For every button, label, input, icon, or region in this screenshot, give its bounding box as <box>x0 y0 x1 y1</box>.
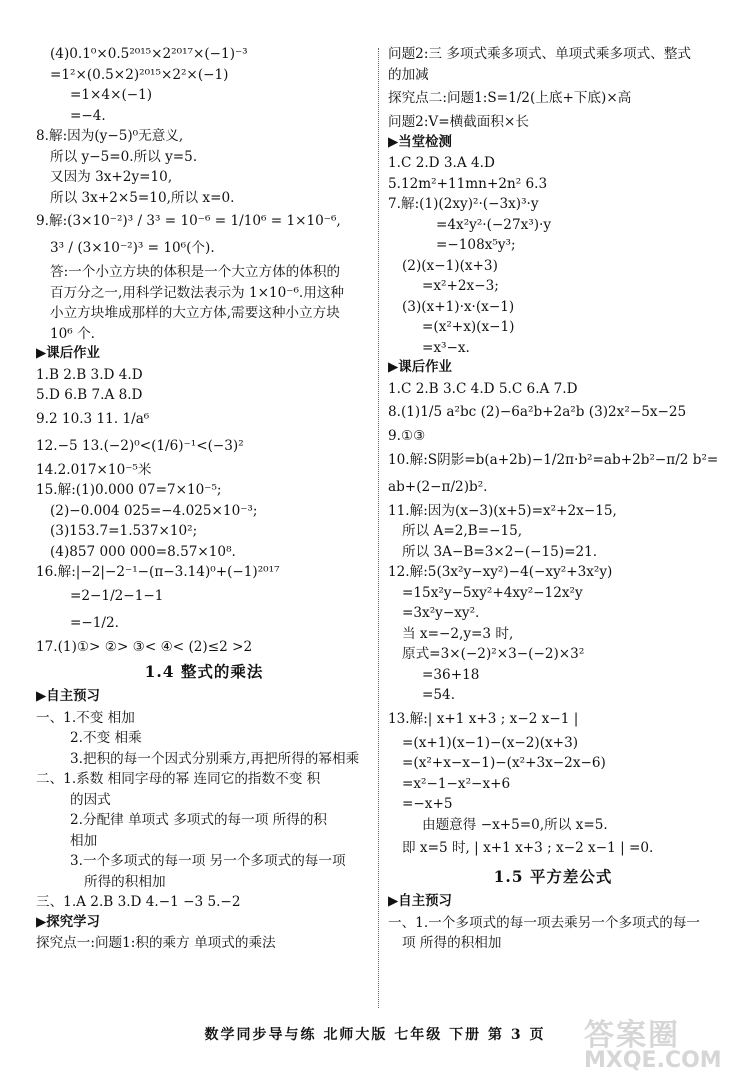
answer-line: 问题2:V=横截面积×长 <box>388 114 529 130</box>
answer-line: =(x²+x)(x−1) <box>422 319 515 335</box>
right-column <box>388 44 718 954</box>
left-column <box>36 44 372 954</box>
answer-line: 1.C 2.B 3.C 4.D 5.C 6.A 7.D <box>388 380 578 397</box>
answer-line: 所得的积相加 <box>84 873 166 890</box>
section-heading: ▶当堂检测 <box>388 134 452 150</box>
answer-line: 原式=3×(−2)²×3−(−2)×3² <box>402 646 585 662</box>
answer-line: (2)−0.004 025=−4.025×10⁻³; <box>50 502 258 519</box>
answer-line: 13.解:| x+1 x+3 ; x−2 x−1 | <box>388 710 579 727</box>
answer-line: 14.2.017×10⁻⁵米 <box>36 461 152 478</box>
section-title: 1.5 平方差公式 <box>493 867 613 886</box>
answer-line: 9.解:(3×10⁻²)³ / 3³ = 10⁻⁶ = 1/10⁶ = 1×10⁻⁶, <box>36 213 341 229</box>
answer-line: 2.不变 相乘 <box>70 730 142 746</box>
answer-line: 的因式 <box>70 791 111 808</box>
answer-line: =1×4×(−1) <box>70 87 153 103</box>
answer-line: =−1/2. <box>70 614 119 631</box>
answer-line: 又因为 3x+2y=10, <box>50 169 173 185</box>
answer-line: 的加减 <box>388 66 429 83</box>
answer-line: 9.2 10.3 11. 1/a⁶ <box>36 410 150 427</box>
answer-line: =(x²+x−x−1)−(x²+3x−2x−6) <box>402 755 606 771</box>
section-heading: ▶课后作业 <box>36 346 100 361</box>
answer-line: 12.解:5(3x²y−xy²)−4(−xy²+3x²y) <box>388 564 613 580</box>
answer-line: =36+18 <box>422 666 480 683</box>
answer-line: 项 所得的积相加 <box>402 935 502 951</box>
answer-line: =x³−x. <box>422 339 470 356</box>
section-heading: ▶自主预习 <box>388 894 452 909</box>
watermark-url: MXQE.COM <box>584 1048 722 1073</box>
answer-line: 探究点一:问题1:积的乘方 单项式的乘法 <box>36 935 276 951</box>
answer-line: 1.C 2.D 3.A 4.D <box>388 155 495 171</box>
answer-line: 百万分之一,用科学记数法表示为 1×10⁻⁶.用这种 <box>50 284 345 301</box>
answer-line: ab+(2−π/2)b². <box>388 478 488 495</box>
answer-line: (4)857 000 000=8.57×10⁸. <box>50 543 236 560</box>
answer-line: 10.解:S阴影=b(a+2b)−1/2π·b²=ab+2b²−π/2 b²= <box>388 451 718 468</box>
answer-line: =4x²y²·(−27x³)·y <box>436 216 552 233</box>
answer-line: (3)153.7=1.537×10²; <box>50 523 198 539</box>
answer-line: 3³ / (3×10⁻²)³ = 10⁶(个). <box>50 240 215 256</box>
answer-line: 11.解:因为(x−3)(x+5)=x²+2x−15, <box>388 502 617 519</box>
answer-line: 答:一个小立方块的体积是一个大立方体的体积的 <box>50 264 341 280</box>
answer-line: 所以 3A−B=3×2−(−15)=21. <box>402 543 598 560</box>
answer-line: (3)(x+1)·x·(x−1) <box>402 298 515 315</box>
answer-line: =x²−1−x²−x+6 <box>402 775 511 792</box>
watermark-text: 答案圈 <box>584 1018 680 1053</box>
section-title: 1.4 整式的乘法 <box>144 662 264 681</box>
answer-line: 相加 <box>70 832 98 849</box>
answer-line: 一、1.一个多项式的每一项去乘另一个多项式的每一 <box>388 914 701 931</box>
answer-line: 2.分配律 单项式 多项式的每一项 所得的积 <box>70 812 328 828</box>
answer-line: 5.12m²+11mn+2n² 6.3 <box>388 175 548 192</box>
answer-line: 5.D 6.B 7.A 8.D <box>36 387 143 403</box>
answer-line: 16.解:|−2|−2⁻¹−(π−3.14)⁰+(−1)²⁰¹⁷ <box>36 564 280 580</box>
answer-line: 17.(1)①> ②> ③< ④< (2)≤2 >2 <box>36 638 253 655</box>
answer-line: 9.①③ <box>388 428 426 444</box>
answer-line: 15.解:(1)0.000 07=7×10⁻⁵; <box>36 482 222 498</box>
answer-line: 8.(1)1/5 a²bc (2)−6a²b+2a²b (3)2x²−5x−25 <box>388 404 687 420</box>
answer-line: 问题2:三 多项式乘多项式、单项式乘多项式、整式 <box>388 46 692 62</box>
answer-line: =2−1/2−1−1 <box>70 587 164 604</box>
answer-line: =54. <box>422 687 456 703</box>
answer-line: 小立方块堆成那样的大立方体,需要这种小立方块 <box>50 305 340 321</box>
answer-line: 所以 A=2,B=−15, <box>402 523 523 539</box>
answer-line: 三、1.A 2.B 3.D 4.−1 −3 5.−2 <box>36 894 241 910</box>
answer-line: 3.一个多项式的每一项 另一个多项式的每一项 <box>70 853 346 869</box>
answer-line: =(x+1)(x−1)−(x−2)(x+3) <box>402 734 579 751</box>
answer-line: =1²×(0.5×2)²⁰¹⁵×2²×(−1) <box>50 66 229 83</box>
answer-line: 即 x=5 时, | x+1 x+3 ; x−2 x−1 | =0. <box>402 840 654 856</box>
answer-line: 一、1.不变 相加 <box>36 709 135 726</box>
answer-line: 10⁶ 个. <box>50 325 95 342</box>
answer-line: (4)0.1⁰×0.5²⁰¹⁵×2²⁰¹⁷×(−1)⁻³ <box>50 46 248 62</box>
answer-line: 二、1.系数 相同字母的幂 连同它的指数不变 积 <box>36 771 321 787</box>
answer-line: =−4. <box>70 107 106 124</box>
answer-line: =x²+2x−3; <box>422 278 499 294</box>
section-heading: ▶自主预习 <box>36 689 100 704</box>
answer-line: 12.−5 13.(−2)⁰<(1/6)⁻¹<(−3)² <box>36 437 244 454</box>
answer-line: =−108x⁵y³; <box>436 237 516 253</box>
answer-line: 探究点二:问题1:S=1/2(上底+下底)×高 <box>388 90 632 106</box>
answer-line: 7.解:(1)(2xy)²·(−3x)³·y <box>388 196 539 212</box>
section-heading: ▶课后作业 <box>388 360 452 375</box>
answer-line: 当 x=−2,y=3 时, <box>402 625 514 642</box>
answer-line: 由题意得 −x+5=0,所以 x=5. <box>422 816 608 833</box>
section-heading: ▶探究学习 <box>36 914 100 930</box>
answer-line: 3.把积的每一个因式分别乘方,再把所得的幂相乘 <box>70 750 360 767</box>
answer-line: 1.B 2.B 3.D 4.D <box>36 366 143 383</box>
answer-line: 所以 3x+2×5=10,所以 x=0. <box>50 189 235 206</box>
answer-line: 8.解:因为(y−5)⁰无意义, <box>36 128 184 144</box>
watermark-logo <box>584 1010 734 1073</box>
answer-line: (2)(x−1)(x+3) <box>402 257 498 274</box>
answer-line: =3x²y−xy². <box>402 605 480 621</box>
answer-line: 所以 y−5=0.所以 y=5. <box>50 148 198 165</box>
answer-line: =−x+5 <box>402 796 453 812</box>
answer-line: =15x²y−5xy²+4xy²−12x²y <box>402 584 583 601</box>
column-divider <box>378 48 379 1008</box>
page-footer: 数学同步导与练 北师大版 七年级 下册 第 3 页 <box>204 1027 546 1043</box>
